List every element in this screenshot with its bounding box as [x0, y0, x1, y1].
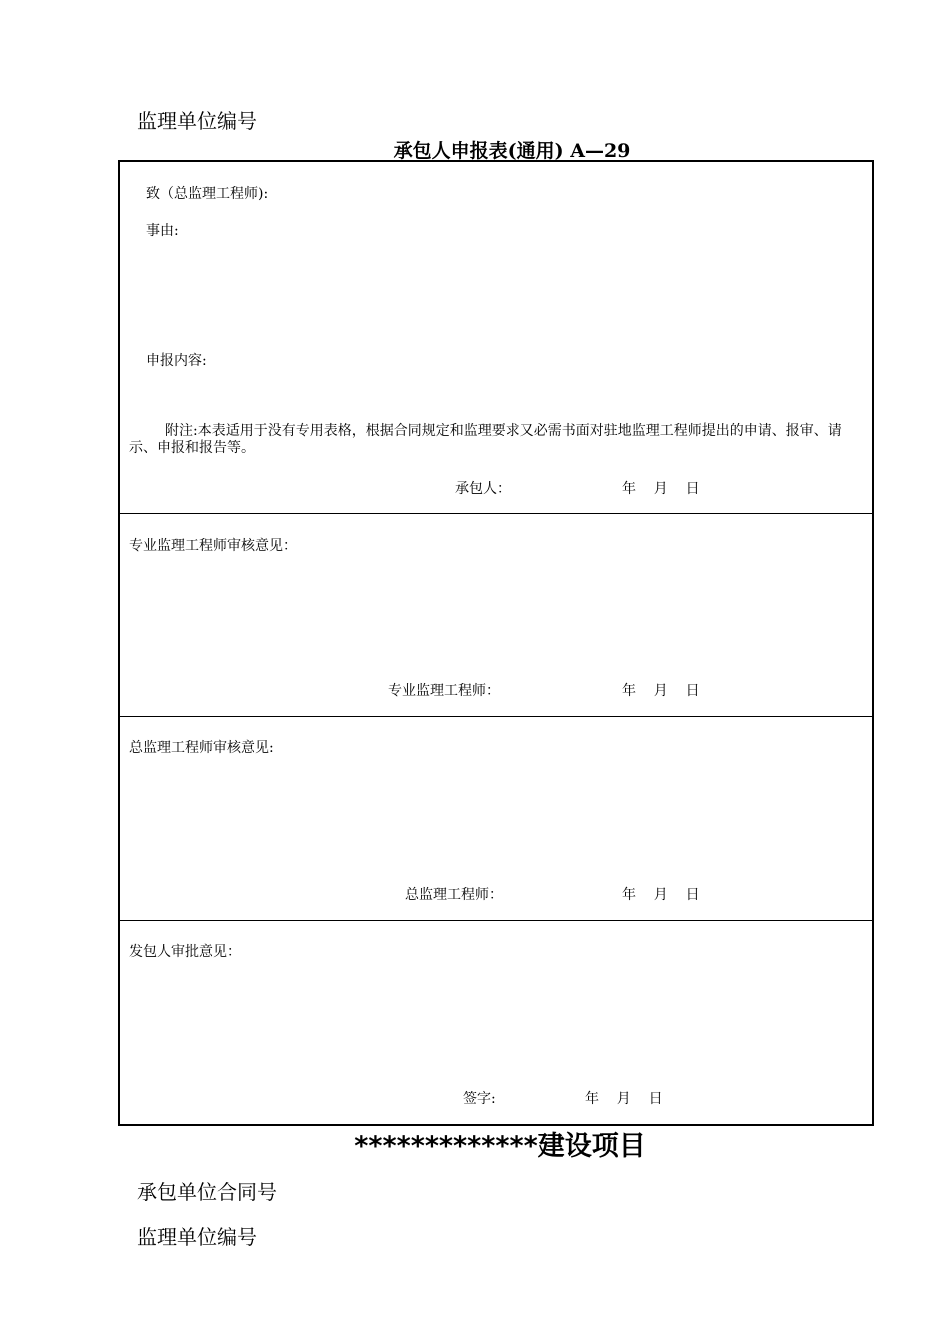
- contractor-application-section: [120, 162, 872, 514]
- chief-date-label: 年 月 日: [622, 887, 700, 903]
- specialist-engineer-review-section: [120, 513, 872, 717]
- employer-opinion-label: 发包人审批意见：: [129, 944, 241, 960]
- employer-date-label: 年 月 日: [585, 1091, 663, 1107]
- application-content-label: 申报内容:: [146, 353, 207, 369]
- specialist-opinion-label: 专业监理工程师审核意见：: [129, 538, 297, 554]
- project-title: *************建设项目: [354, 1131, 646, 1162]
- footer-supervision-unit-number-label: 监理单位编号: [137, 1225, 257, 1249]
- specialist-date-label: 年 月 日: [622, 683, 700, 699]
- chief-engineer-review-section: [120, 717, 872, 921]
- specialist-engineer-signer-label: 专业监理工程师：: [388, 683, 500, 699]
- contractor-signer-label: 承包人：: [455, 481, 511, 497]
- chief-engineer-signer-label: 总监理工程师：: [405, 887, 503, 903]
- contractor-date-label: 年 月 日: [622, 481, 700, 497]
- employer-signature-label: 签字:: [463, 1091, 496, 1107]
- contractor-contract-number-label: 承包单位合同号: [137, 1180, 277, 1204]
- employer-approval-section: [120, 921, 872, 1124]
- form-note: 附注:本表适用于没有专用表格，根据合同规定和监理要求又必需书面对驻地监理工程师提出的申请、报审、请示、申报和报告等。: [129, 423, 842, 456]
- chief-opinion-label: 总监理工程师审核意见:: [129, 740, 274, 756]
- form-title: 承包人申报表(通用) A—29: [393, 140, 631, 162]
- addressee-label: 致（总监理工程师):: [146, 186, 269, 202]
- reason-label: 事由:: [146, 223, 179, 239]
- supervision-unit-number-label: 监理单位编号: [137, 109, 257, 133]
- application-form-table: [118, 160, 874, 1126]
